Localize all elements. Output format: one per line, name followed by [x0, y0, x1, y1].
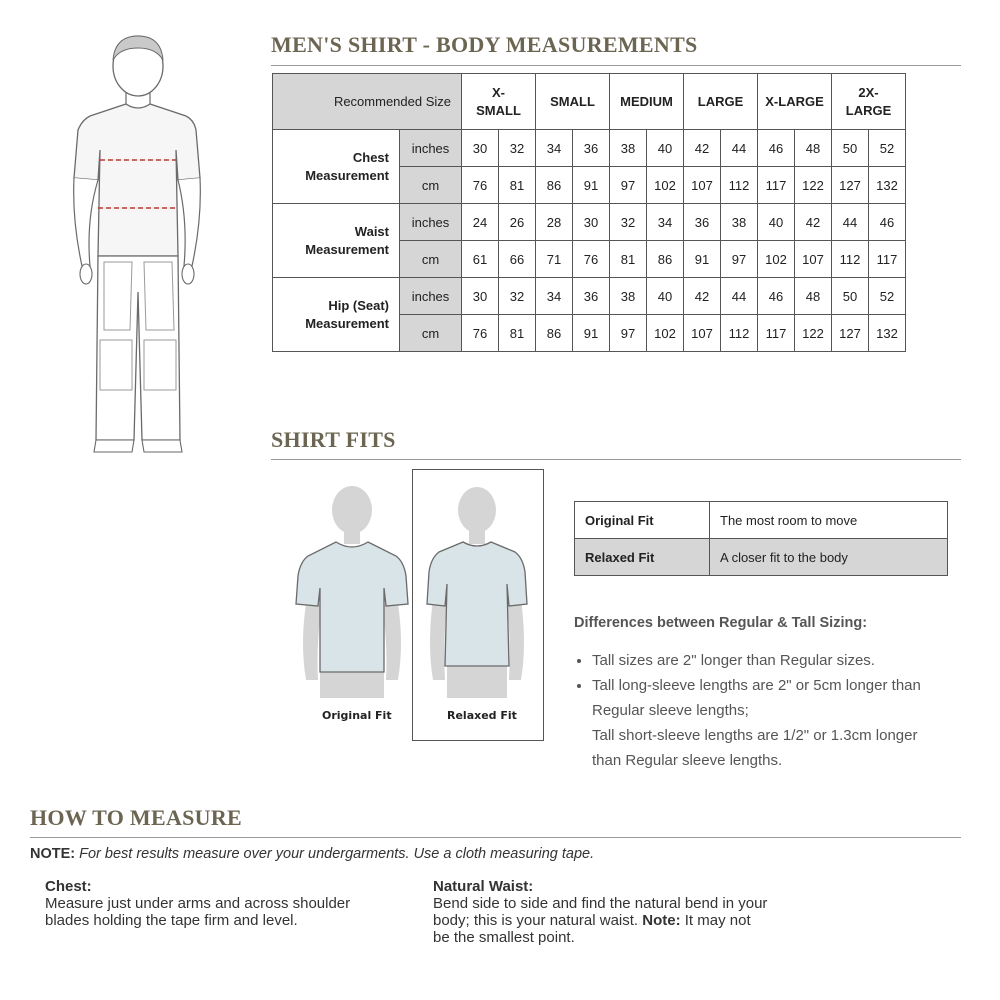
how-to-measure-title: HOW TO MEASURE — [30, 805, 243, 830]
relaxed-fit-figure-icon — [419, 484, 535, 700]
measurement-value: 34 — [536, 278, 573, 315]
measurement-value: 127 — [832, 315, 869, 352]
measurement-value: 81 — [499, 315, 536, 352]
unit-label: cm — [400, 241, 462, 278]
waist-line: body; this is your natural waist. Note: It may not — [433, 912, 751, 929]
measurement-value: 50 — [832, 278, 869, 315]
fits-row-relaxed — [575, 539, 948, 576]
measurement-value: 71 — [536, 241, 573, 278]
measurement-value: 91 — [573, 167, 610, 204]
measurement-value: 34 — [536, 130, 573, 167]
measurement-value: 81 — [610, 241, 647, 278]
measurement-value: 107 — [795, 241, 832, 278]
measurement-value: 61 — [462, 241, 499, 278]
chest-instructions — [45, 878, 350, 929]
fits-row-original — [575, 502, 948, 539]
measurement-value: 97 — [721, 241, 758, 278]
measurement-value: 132 — [869, 315, 906, 352]
measurement-value: 34 — [647, 204, 684, 241]
measurement-value: 30 — [462, 278, 499, 315]
size-header-xsmall: X- SMALL — [462, 74, 536, 130]
note-line — [30, 846, 594, 862]
waist-instructions — [433, 878, 767, 946]
measurement-value: 102 — [758, 241, 795, 278]
measurement-value: 26 — [499, 204, 536, 241]
fit-name: Original Fit — [575, 502, 710, 539]
measurement-value: 44 — [721, 130, 758, 167]
waist-line: be the smallest point. — [433, 929, 575, 946]
measurement-value: 132 — [869, 167, 906, 204]
measurement-value: 32 — [610, 204, 647, 241]
measurement-value: 102 — [647, 315, 684, 352]
man-body-figure-icon — [60, 30, 220, 460]
measurement-value: 127 — [832, 167, 869, 204]
unit-label: cm — [400, 315, 462, 352]
measurement-value: 102 — [647, 167, 684, 204]
shirt-fits-title: SHIRT FITS — [271, 427, 396, 452]
measurement-value: 117 — [758, 167, 795, 204]
fit-description: A closer fit to the body — [710, 539, 948, 576]
measurement-value: 97 — [610, 167, 647, 204]
measurement-row-label: Hip (Seat) Measurement — [273, 278, 400, 352]
measurement-value: 32 — [499, 278, 536, 315]
fit-name: Relaxed Fit — [575, 539, 710, 576]
table-row — [273, 278, 906, 315]
size-header-xlarge: X-LARGE — [758, 74, 832, 130]
measurement-value: 122 — [795, 167, 832, 204]
measurement-value: 91 — [684, 241, 721, 278]
waist-note-label: Note: — [642, 912, 681, 929]
measurement-value: 28 — [536, 204, 573, 241]
measurement-value: 32 — [499, 130, 536, 167]
waist-title: Natural Waist: — [433, 878, 534, 895]
measurements-table — [272, 73, 906, 352]
waist-line: Bend side to side and find the natural bend in your — [433, 895, 768, 912]
chest-line: blades holding the tape firm and level. — [45, 912, 298, 929]
size-header-small: SMALL — [536, 74, 610, 130]
measurement-value: 48 — [795, 278, 832, 315]
measurement-value: 52 — [869, 130, 906, 167]
measurement-value: 76 — [573, 241, 610, 278]
measurement-value: 30 — [573, 204, 610, 241]
measurement-value: 46 — [869, 204, 906, 241]
measurement-value: 52 — [869, 278, 906, 315]
list-item: • Tall sizes are 2" longer than Regular sizes. — [592, 648, 982, 673]
measurement-value: 117 — [869, 241, 906, 278]
measurement-value: 36 — [684, 204, 721, 241]
measurement-value: 46 — [758, 278, 795, 315]
table-row — [273, 130, 906, 167]
measurement-value: 38 — [610, 130, 647, 167]
note-text: For best results measure over your undergarments. Use a cloth measuring tape. — [79, 846, 595, 862]
size-header-medium: MEDIUM — [610, 74, 684, 130]
measurement-row-label: Chest Measurement — [273, 130, 400, 204]
measurement-value: 107 — [684, 315, 721, 352]
measurement-value: 112 — [721, 315, 758, 352]
fits-table — [574, 501, 948, 576]
measurement-value: 42 — [795, 204, 832, 241]
measurement-value: 38 — [721, 204, 758, 241]
list-item: • Tall long-sleeve lengths are 2" or 5cm longer than Regular sleeve lengths; Tall short-sleeve lengths are 1/2" or 1.3cm longer than Regular sleeve lengths. — [592, 673, 982, 773]
measurement-value: 81 — [499, 167, 536, 204]
measurement-value: 36 — [573, 278, 610, 315]
measurement-value: 42 — [684, 278, 721, 315]
measurement-value: 46 — [758, 130, 795, 167]
measurement-value: 112 — [832, 241, 869, 278]
measurement-value: 97 — [610, 315, 647, 352]
measurement-value: 50 — [832, 130, 869, 167]
unit-label: inches — [400, 130, 462, 167]
chest-title: Chest: — [45, 878, 92, 895]
measurement-value: 44 — [832, 204, 869, 241]
tall-sizing-list — [574, 648, 982, 773]
original-fit-caption: Original Fit — [322, 709, 392, 722]
measurement-value: 36 — [573, 130, 610, 167]
measurement-value: 44 — [721, 278, 758, 315]
measurements-title: MEN'S SHIRT - BODY MEASUREMENTS — [271, 32, 698, 57]
measurement-value: 91 — [573, 315, 610, 352]
measurement-value: 107 — [684, 167, 721, 204]
measurement-value: 76 — [462, 315, 499, 352]
fit-description: The most room to move — [710, 502, 948, 539]
table-row — [273, 204, 906, 241]
measurement-value: 86 — [536, 167, 573, 204]
relaxed-fit-caption: Relaxed Fit — [447, 709, 517, 722]
unit-label: inches — [400, 278, 462, 315]
shirt-fits-divider — [271, 459, 961, 460]
size-header-2xlarge: 2X- LARGE — [832, 74, 906, 130]
measurement-value: 42 — [684, 130, 721, 167]
measurement-value: 112 — [721, 167, 758, 204]
measurement-value: 117 — [758, 315, 795, 352]
unit-label: inches — [400, 204, 462, 241]
measurement-value: 86 — [647, 241, 684, 278]
how-to-divider — [30, 837, 961, 838]
measurement-value: 48 — [795, 130, 832, 167]
measurements-divider — [271, 65, 961, 66]
measurement-row-label: Waist Measurement — [273, 204, 400, 278]
original-fit-figure-icon — [292, 484, 412, 700]
note-label: NOTE: — [30, 846, 76, 862]
measurement-value: 40 — [647, 278, 684, 315]
measurement-value: 38 — [610, 278, 647, 315]
measurement-value: 24 — [462, 204, 499, 241]
measurement-value: 66 — [499, 241, 536, 278]
measurement-value: 40 — [758, 204, 795, 241]
unit-label: cm — [400, 167, 462, 204]
measurement-value: 40 — [647, 130, 684, 167]
size-header-large: LARGE — [684, 74, 758, 130]
recommended-size-label: Recommended Size — [273, 74, 462, 130]
measurement-value: 86 — [536, 315, 573, 352]
measurement-value: 30 — [462, 130, 499, 167]
tall-sizing-title: Differences between Regular & Tall Sizing: — [574, 615, 868, 631]
measurement-value: 76 — [462, 167, 499, 204]
measurement-value: 122 — [795, 315, 832, 352]
chest-line: Measure just under arms and across shoulder — [45, 895, 351, 912]
